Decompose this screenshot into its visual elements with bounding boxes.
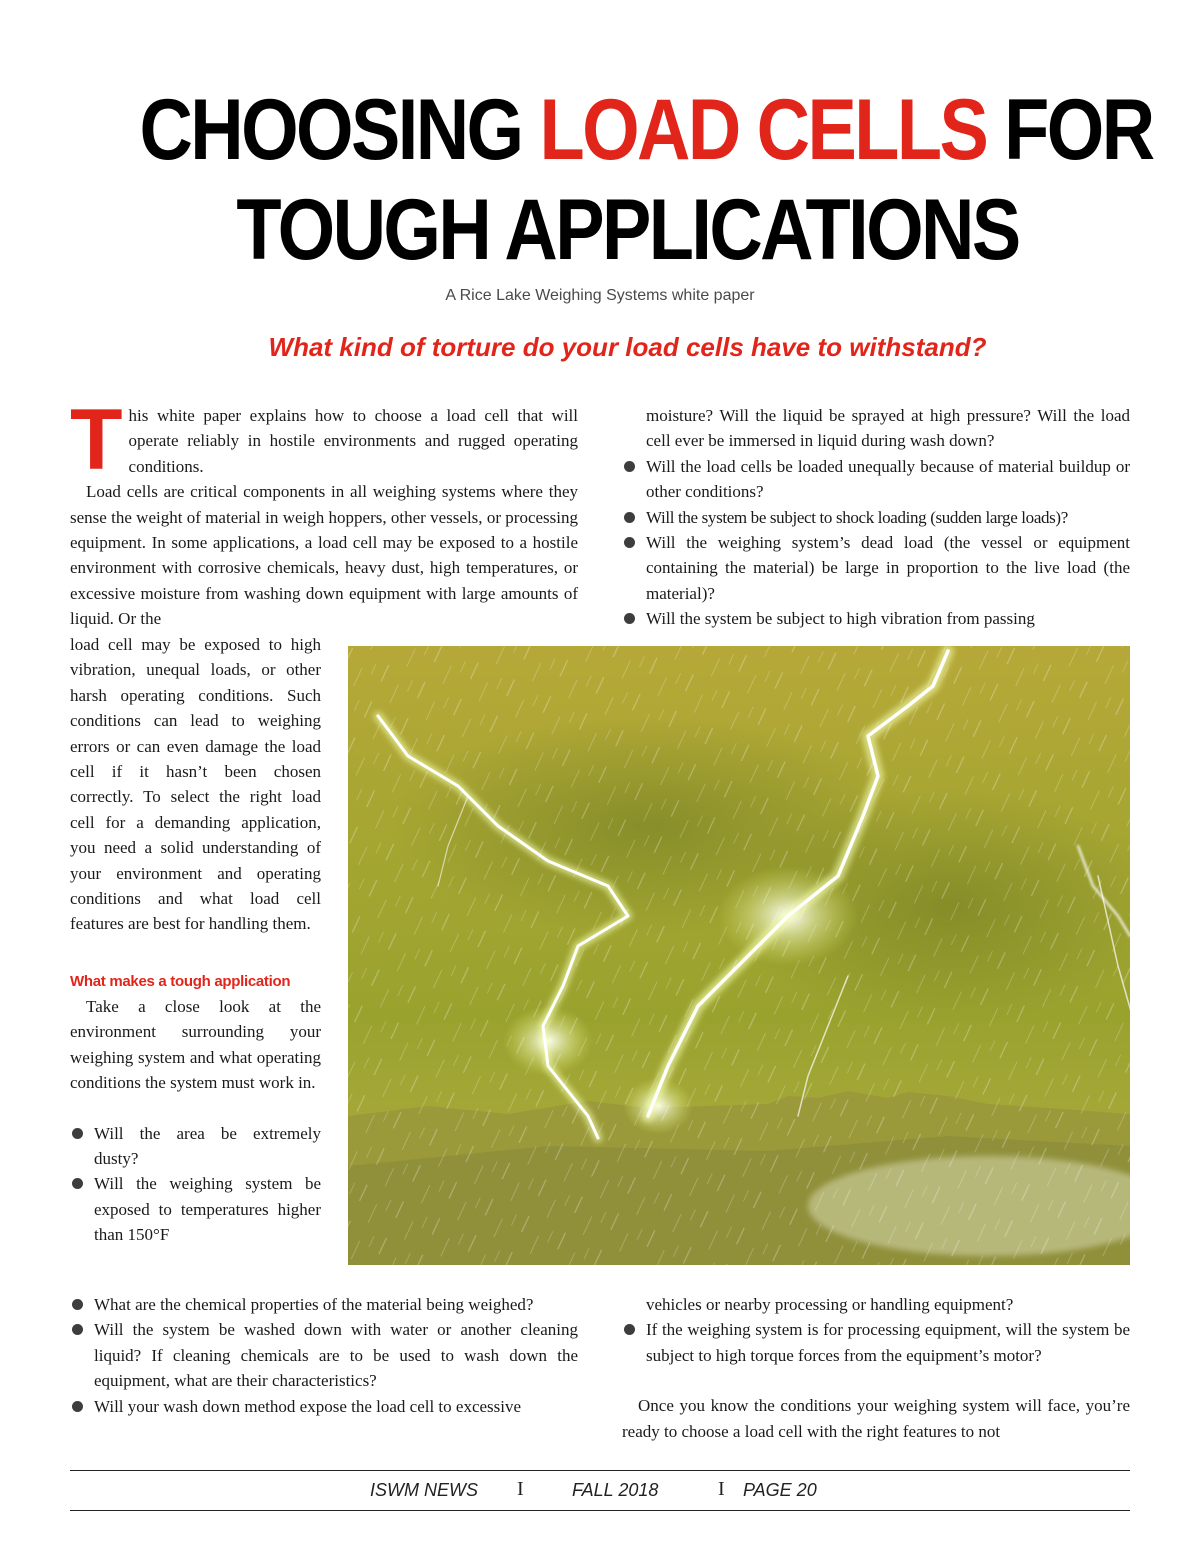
footer-rule-bottom [70,1510,1130,1511]
left-column-top [70,392,578,632]
list-item: Will the load cells be loaded unequally because of material buildup or other conditions? [622,454,1130,505]
deck-question: What kind of torture do your load cells have to withstand? [268,332,987,362]
bullet-icon [624,613,635,624]
list-item: Will the system be subject to shock loading (sudden large loads)? [622,505,1130,530]
list-item: Will the area be extremely dusty? [70,1121,321,1172]
bullet-icon [624,537,635,548]
headline-line-1 [139,80,1153,180]
headline-part: FOR [986,82,1153,178]
bullet-icon [72,1299,83,1310]
lightning-storm-image [348,646,1130,1265]
list-item-continued: vehicles or nearby processing or handling equipment? [646,1295,1014,1314]
bullet-icon [72,1324,83,1335]
bullet-list [622,1317,1130,1368]
list-item: If the weighing system is for processing equipment, will the system be subject to high torque forces from the equipment’s motor? [622,1317,1130,1368]
bullet-icon [72,1401,83,1412]
list-item: Will the weighing system’s dead load (the vessel or equipment containing the material) be large in proportion to the live load (the material)? [622,530,1130,606]
body-paragraph-continued: load cell may be exposed to high vibration, unequal loads, or other harsh operating conditions. Such conditions can lead to weighing errors or can even damage the load cell if it hasn’t been chosen correctly. To select the right load cell for a demanding application, you need a solid understanding of your environment and operating conditions and what load cell features are best for handling them. [70,635,321,934]
left-column-narrow [70,632,321,1248]
intro-text: his white paper explains how to choose a load cell that will operate reliably in hostile environments and rugged operating conditions. [128,406,578,476]
footer-separator: I [517,1478,524,1500]
bullet-icon [72,1128,83,1139]
list-item: What are the chemical properties of the material being weighed? [70,1292,578,1317]
bullet-icon [624,1324,635,1335]
bullet-list [70,1292,578,1419]
list-item-continued: moisture? Will the liquid be sprayed at high pressure? Will the load cell ever be immersed in liquid during wash down? [646,406,1130,451]
right-column-top [622,403,1130,632]
footer-issue: FALL 2018 [572,1480,659,1500]
body-paragraph: Take a close look at the environment surrounding your weighing system and what operating conditions the system must work in. [70,996,321,1093]
headline-line-2: TOUGH APPLICATIONS [236,182,1019,278]
headline-part: CHOOSING [139,82,540,178]
footer-page-number: PAGE 20 [743,1480,817,1500]
body-paragraph: Load cells are critical components in all weighing systems where they sense the weight of material in weigh hoppers, other vessels, or processing equipment. In some applications, a load cell may be exposed to a hostile environment with corrosive chemicals, heavy dust, high temperatures, or excessive moisture from washing down equipment with large amounts of liquid. Or the [70,482,578,629]
headline-highlight: LOAD CELLS [539,82,987,178]
list-item: Will the system be washed down with water or another cleaning liquid? If cleaning chemicals are to be used to wash down the equipment, what are their characteristics? [70,1317,578,1393]
subtitle: A Rice Lake Weighing Systems white paper [445,287,755,304]
section-heading: What makes a tough application [70,972,291,990]
bullet-list [70,1121,321,1248]
bullet-icon [624,512,635,523]
bullet-icon [624,461,635,472]
bullet-list [622,454,1130,632]
footer-publication: ISWM NEWS [370,1480,478,1500]
footer-separator: I [718,1478,725,1500]
list-item: Will your wash down method expose the load cell to excessive [70,1394,578,1419]
intro-paragraph [70,392,578,488]
footer-rule-top [70,1470,1130,1471]
left-column-bottom [70,1292,578,1419]
bullet-icon [72,1178,83,1189]
list-item: Will the weighing system be exposed to temperatures higher than 150°F [70,1171,321,1247]
drop-cap: T [70,392,123,488]
list-item: Will the system be subject to high vibration from passing [622,606,1130,631]
right-column-bottom [622,1292,1130,1444]
closing-paragraph: Once you know the conditions your weighing system will face, you’re ready to choose a load cell with the right features to not [622,1396,1130,1441]
